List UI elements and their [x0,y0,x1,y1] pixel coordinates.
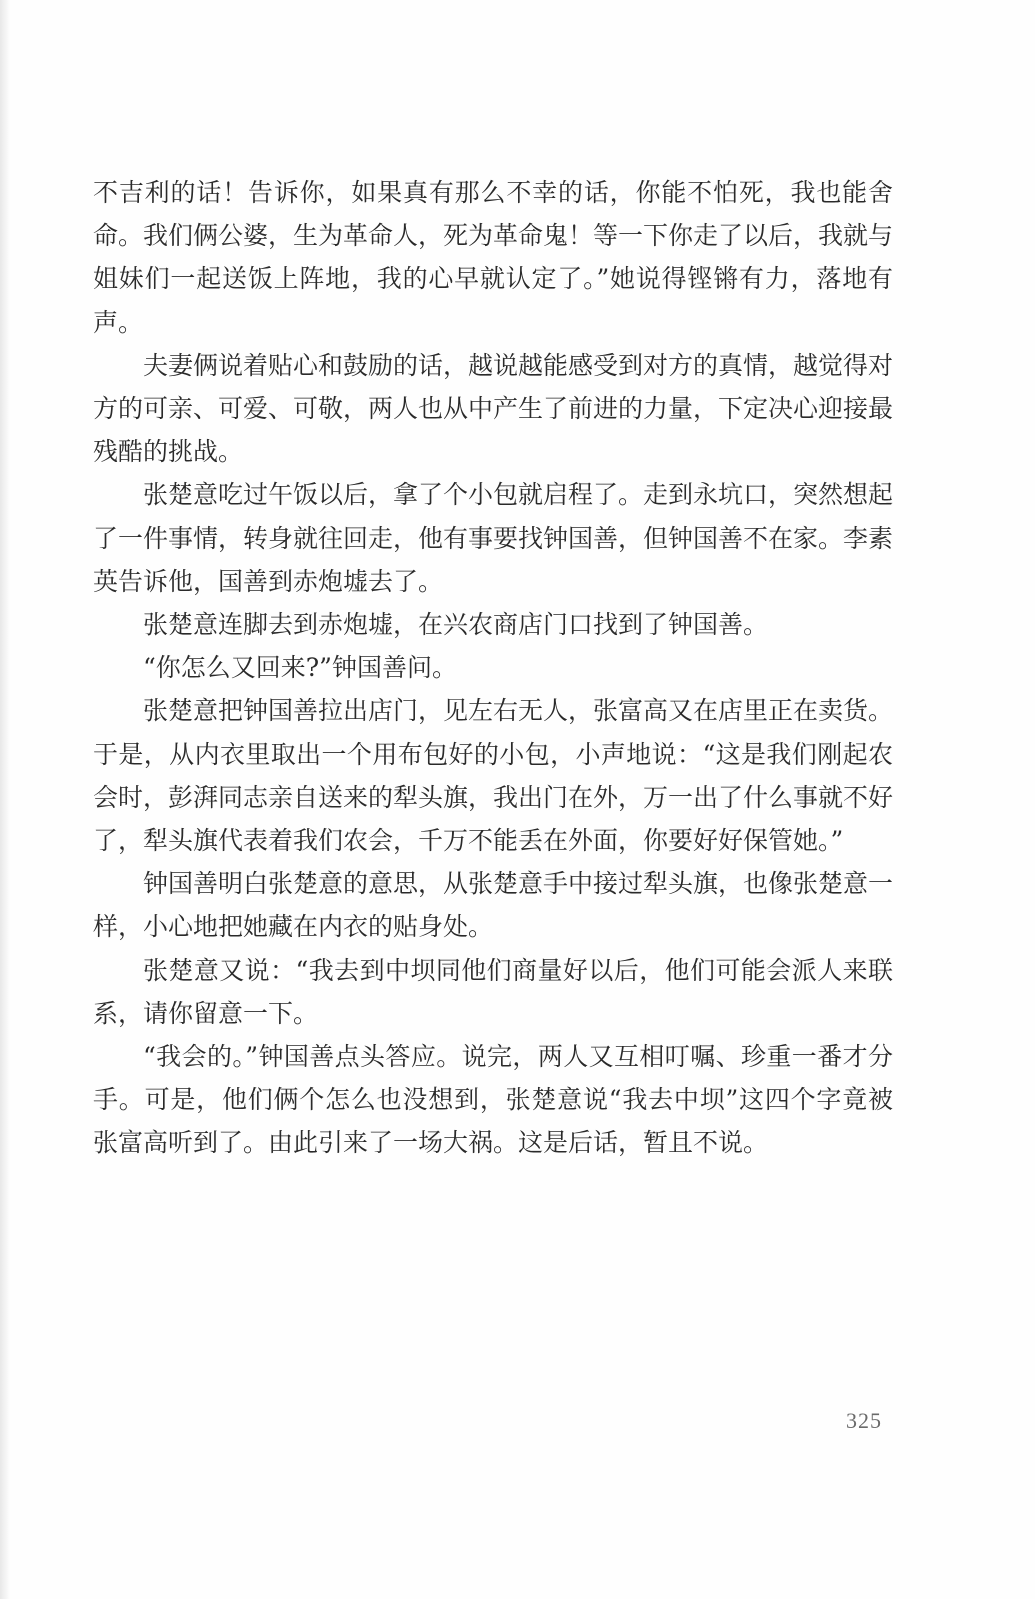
paragraph-3: 张楚意吃过午饭以后，拿了个小包就启程了。走到永坑口，突然想起了一件事情，转身就往回走，他有事要找钟国善，但钟国善不在家。李素英告诉他，国善到赤炮墟去了。 [93,480,894,596]
paragraph-9: “我会的。”钟国善点头答应。说完，两人又互相叮嘱、珍重一番才分手。可是，他们俩个怎么也没想到，张楚意说“我去中坝”这四个字竟被张富高听到了。由此引来了一场大祸。这是后话，暂且不说。 [93,1042,893,1158]
paragraph-1: 不吉利的话！告诉你，如果真有那么不幸的话，你能不怕死，我也能舍命。我们俩公婆，生为革命人，死为革命鬼！等一下你走了以后，我就与姐妹们一起送饭上阵地，我的心早就认定了。”她说得铿锵有力，落地有声。 [93,178,894,337]
paragraph-6: 张楚意把钟国善拉出店门，见左右无人，张富高又在店里正在卖货。于是，从内衣里取出一个用布包好的小包，小声地说：“这是我们刚起农会时，彭湃同志亲自送来的犁头旗，我出门在外，万一出了什么事就不好了，犁头旗代表着我们农会，千万不能丢在外面，你要好好保管她。” [93,696,894,856]
paragraph-5: “你怎么又回来?”钟国善问。 [143,653,457,683]
paragraph-2: 夫妻俩说着贴心和鼓励的话，越说越能感受到对方的真情，越觉得对方的可亲、可爱、可敬，两人也从中产生了前进的力量，下定决心迎接最残酷的挑战。 [93,350,894,467]
page-gutter-shadow [0,0,10,1599]
body-text [93,171,893,1165]
paragraph-8: 张楚意又说：“我去到中坝同他们商量好以后，他们可能会派人来联系，请你留意一下。 [93,955,893,1028]
paragraph-4: 张楚意连脚去到赤炮墟，在兴农商店门口找到了钟国善。 [143,610,769,640]
page-number: 325 [846,1408,882,1433]
paragraph-7: 钟国善明白张楚意的意思，从张楚意手中接过犁头旗，也像张楚意一样，小心地把她藏在内衣的贴身处。 [93,869,894,942]
